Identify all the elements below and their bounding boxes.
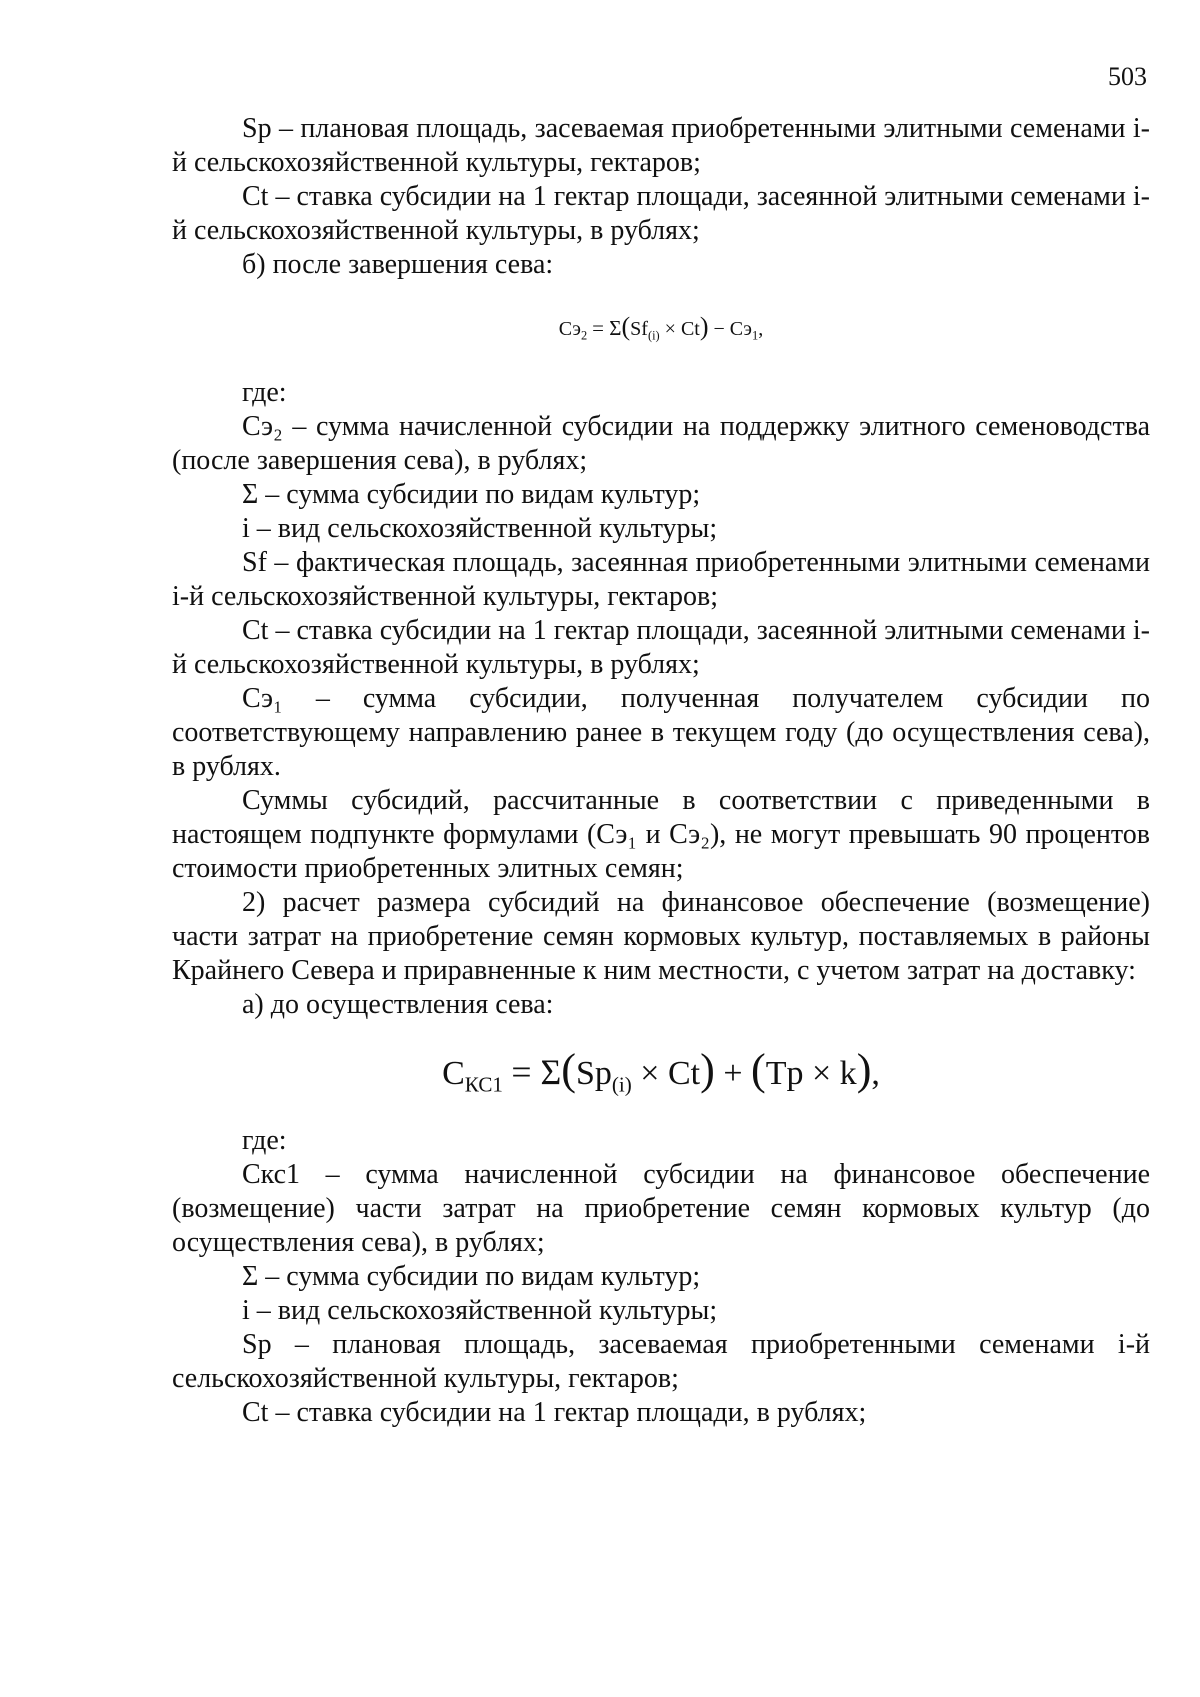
paragraph: Σ – сумма субсидии по видам культур;: [242, 479, 701, 510]
paragraph: где:: [242, 377, 287, 408]
formula-paren: (: [751, 1045, 766, 1094]
paragraph: i – вид сельскохозяйственной культуры;: [242, 513, 718, 544]
formula-paren: ): [699, 312, 709, 341]
page-number: 503: [1108, 62, 1147, 91]
paragraph: а) до осуществления сева:: [242, 989, 554, 1020]
paragraph: Сэ₂ – сумма начисленной субсидии на поддержку элитного семеноводства (после завершения сева), в рублях;: [172, 411, 1150, 476]
formula-sum: = Σ: [511, 1052, 562, 1092]
formula-operator: +: [723, 1055, 743, 1092]
paragraph: Σ – сумма субсидии по видам культур;: [242, 1261, 701, 1292]
paragraph: где:: [242, 1125, 287, 1156]
formula-term: С: [442, 1055, 465, 1092]
paragraph: б) после завершения сева:: [242, 249, 554, 280]
paragraph: Суммы субсидий, рассчитанные в соответствии с приведенными в настоящем подпункте формулами (Сэ₁ и Сэ₂), не могут превышать 90 процентов стоимости приобретенных элитных семян;: [172, 785, 1150, 884]
formula-paren: ): [700, 1045, 715, 1094]
formula-term: × Ct: [664, 318, 700, 340]
formula-trail: ,: [871, 1055, 880, 1092]
formula-subscript: 1: [751, 328, 759, 343]
formula-term: Tp × k: [765, 1055, 857, 1092]
formula-term: × Ct: [640, 1055, 701, 1092]
formula-cks1: [172, 1038, 1150, 1102]
formula-term: Sp: [575, 1055, 612, 1092]
paragraph: Скс1 – сумма начисленной субсидии на финансовое обеспечение (возмещение) части затрат на приобретение семян кормовых культур (до осуществления сева), в рублях;: [172, 1159, 1150, 1258]
formula-term: Сэ: [558, 318, 581, 340]
document-body: [172, 112, 1150, 1430]
formula-se2: [172, 304, 1150, 350]
formula-subscript: (i): [611, 1072, 632, 1097]
formula-subscript: КС1: [464, 1072, 503, 1097]
formula-term: − Сэ: [713, 318, 752, 340]
formula-paren: ): [856, 1045, 872, 1094]
formula-term: Sf: [630, 318, 648, 340]
paragraph: 2) расчет размера субсидий на финансовое обеспечение (возмещение) части затрат на приобретение семян кормовых культур, поставляемых в районы Крайнего Севера и приравненные к ним местности, с учетом затрат на доставку:: [172, 887, 1150, 986]
paragraph: Ct – ставка субсидии на 1 гектар площади, в рублях;: [242, 1397, 867, 1428]
formula-paren: (: [621, 312, 631, 341]
paragraph: Sf – фактическая площадь, засеянная приобретенными элитными семенами i-й сельскохозяйственной культуры, гектаров;: [172, 547, 1150, 612]
formula-paren: (: [561, 1045, 576, 1094]
paragraph: Ct – ставка субсидии на 1 гектар площади, засеянной элитными семенами i-й сельскохозяйственной культуры, в рублях;: [172, 181, 1150, 246]
formula-trail: ,: [758, 318, 764, 340]
paragraph: Sp – плановая площадь, засеваемая приобретенными семенами i-й сельскохозяйственной культуры, гектаров;: [172, 1329, 1150, 1394]
formula-subscript: (i): [647, 328, 660, 343]
formula-subscript: 2: [580, 328, 588, 343]
paragraph: Sp – плановая площадь, засеваемая приобретенными элитными семенами i-й сельскохозяйственной культуры, гектаров;: [172, 113, 1150, 178]
paragraph: i – вид сельскохозяйственной культуры;: [242, 1295, 718, 1326]
paragraph: Сэ₁ – сумма субсидии, полученная получателем субсидии по соответствующему направлению ранее в текущем году (до осуществления сева), в рублях.: [172, 683, 1150, 782]
paragraph: Ct – ставка субсидии на 1 гектар площади, засеянной элитными семенами i-й сельскохозяйственной культуры, в рублях;: [172, 615, 1150, 680]
formula-sum: = Σ: [592, 316, 622, 340]
